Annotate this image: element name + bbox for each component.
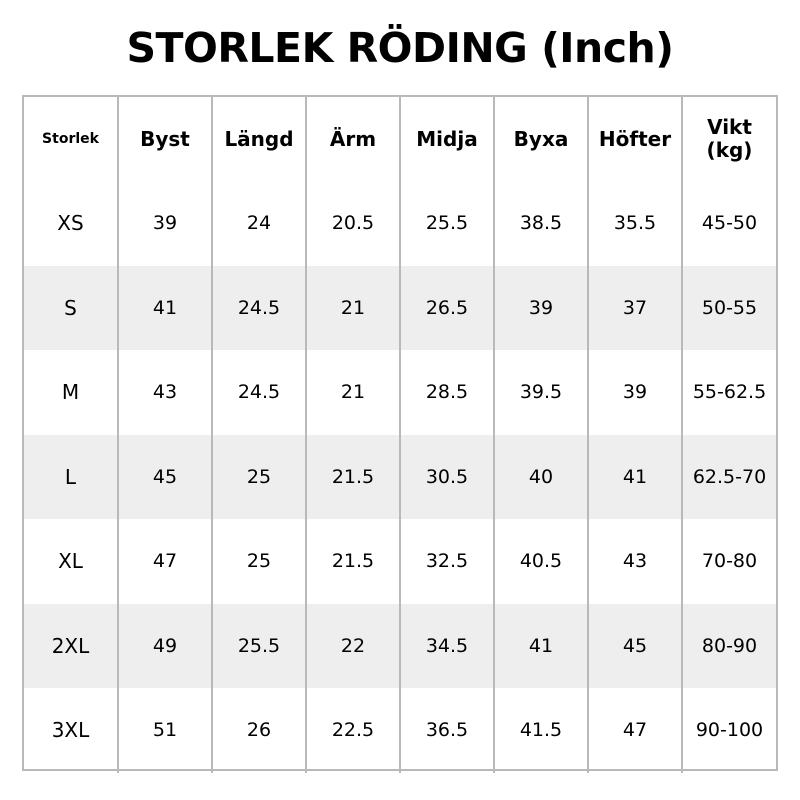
cell-langd: 25	[212, 435, 306, 520]
cell-size: L	[24, 435, 118, 520]
cell-arm: 21.5	[306, 435, 400, 520]
cell-vikt: 45-50	[701, 212, 758, 235]
cell-midja: 36.5	[400, 688, 494, 773]
cell-vikt: 90-100	[695, 719, 764, 742]
cell-size: S	[24, 266, 118, 351]
cell-byxa: 38.5	[494, 181, 588, 266]
cell-hofter: 47	[588, 688, 682, 773]
cell-size: XS	[24, 181, 118, 266]
column-header-vikt-line1: Vikt	[707, 115, 752, 139]
table-row	[24, 435, 776, 520]
cell-hofter: 35.5	[588, 181, 682, 266]
cell-byst: 39	[118, 181, 212, 266]
cell-byxa: 41.5	[494, 688, 588, 773]
cell-arm: 21	[306, 266, 400, 351]
column-header-hofter: Höfter	[588, 97, 682, 181]
cell-hofter: 41	[588, 435, 682, 520]
cell-size: 2XL	[24, 604, 118, 689]
table-body	[24, 181, 776, 773]
table-row	[24, 181, 776, 266]
column-header-byst: Byst	[118, 97, 212, 181]
page-title: STORLEK RÖDING (Inch)	[126, 24, 674, 72]
cell-byxa: 41	[494, 604, 588, 689]
cell-byxa: 39.5	[494, 350, 588, 435]
cell-midja: 26.5	[400, 266, 494, 351]
cell-byxa: 39	[494, 266, 588, 351]
size-table-container	[22, 95, 778, 771]
cell-byst: 41	[118, 266, 212, 351]
cell-hofter: 37	[588, 266, 682, 351]
column-header-vikt	[682, 97, 776, 181]
table-row	[24, 350, 776, 435]
table-header	[24, 97, 776, 181]
table-row	[24, 519, 776, 604]
cell-byst: 51	[118, 688, 212, 773]
column-header-byxa: Byxa	[494, 97, 588, 181]
cell-langd: 24	[212, 181, 306, 266]
cell-arm: 20.5	[306, 181, 400, 266]
cell-size: M	[24, 350, 118, 435]
cell-arm: 21	[306, 350, 400, 435]
cell-langd: 24.5	[212, 350, 306, 435]
cell-midja: 34.5	[400, 604, 494, 689]
cell-midja: 32.5	[400, 519, 494, 604]
cell-hofter: 43	[588, 519, 682, 604]
cell-arm: 21.5	[306, 519, 400, 604]
cell-byst: 45	[118, 435, 212, 520]
cell-hofter: 45	[588, 604, 682, 689]
cell-arm: 22.5	[306, 688, 400, 773]
cell-hofter: 39	[588, 350, 682, 435]
cell-vikt: 70-80	[701, 550, 758, 573]
table-row	[24, 688, 776, 773]
cell-vikt: 80-90	[682, 604, 776, 689]
cell-size: XL	[24, 519, 118, 604]
table-row	[24, 266, 776, 351]
column-header-langd: Längd	[212, 97, 306, 181]
cell-byst: 47	[118, 519, 212, 604]
cell-midja: 30.5	[400, 435, 494, 520]
cell-midja: 25.5	[400, 181, 494, 266]
table-row	[24, 604, 776, 689]
cell-langd: 26	[212, 688, 306, 773]
column-header-midja: Midja	[400, 97, 494, 181]
column-header-storlek: Storlek	[24, 97, 118, 181]
cell-vikt: 50-55	[682, 266, 776, 351]
cell-langd: 25.5	[212, 604, 306, 689]
cell-arm: 22	[306, 604, 400, 689]
cell-byxa: 40.5	[494, 519, 588, 604]
cell-vikt: 55-62.5	[692, 381, 767, 404]
table-header-row	[24, 97, 776, 181]
cell-byxa: 40	[494, 435, 588, 520]
size-table	[24, 97, 776, 773]
cell-size: 3XL	[24, 688, 118, 773]
column-header-vikt-line2: (kg)	[706, 138, 753, 162]
column-header-arm: Ärm	[306, 97, 400, 181]
cell-byst: 43	[118, 350, 212, 435]
cell-byst: 49	[118, 604, 212, 689]
cell-vikt: 62.5-70	[682, 435, 776, 520]
cell-langd: 25	[212, 519, 306, 604]
cell-langd: 24.5	[212, 266, 306, 351]
cell-midja: 28.5	[400, 350, 494, 435]
